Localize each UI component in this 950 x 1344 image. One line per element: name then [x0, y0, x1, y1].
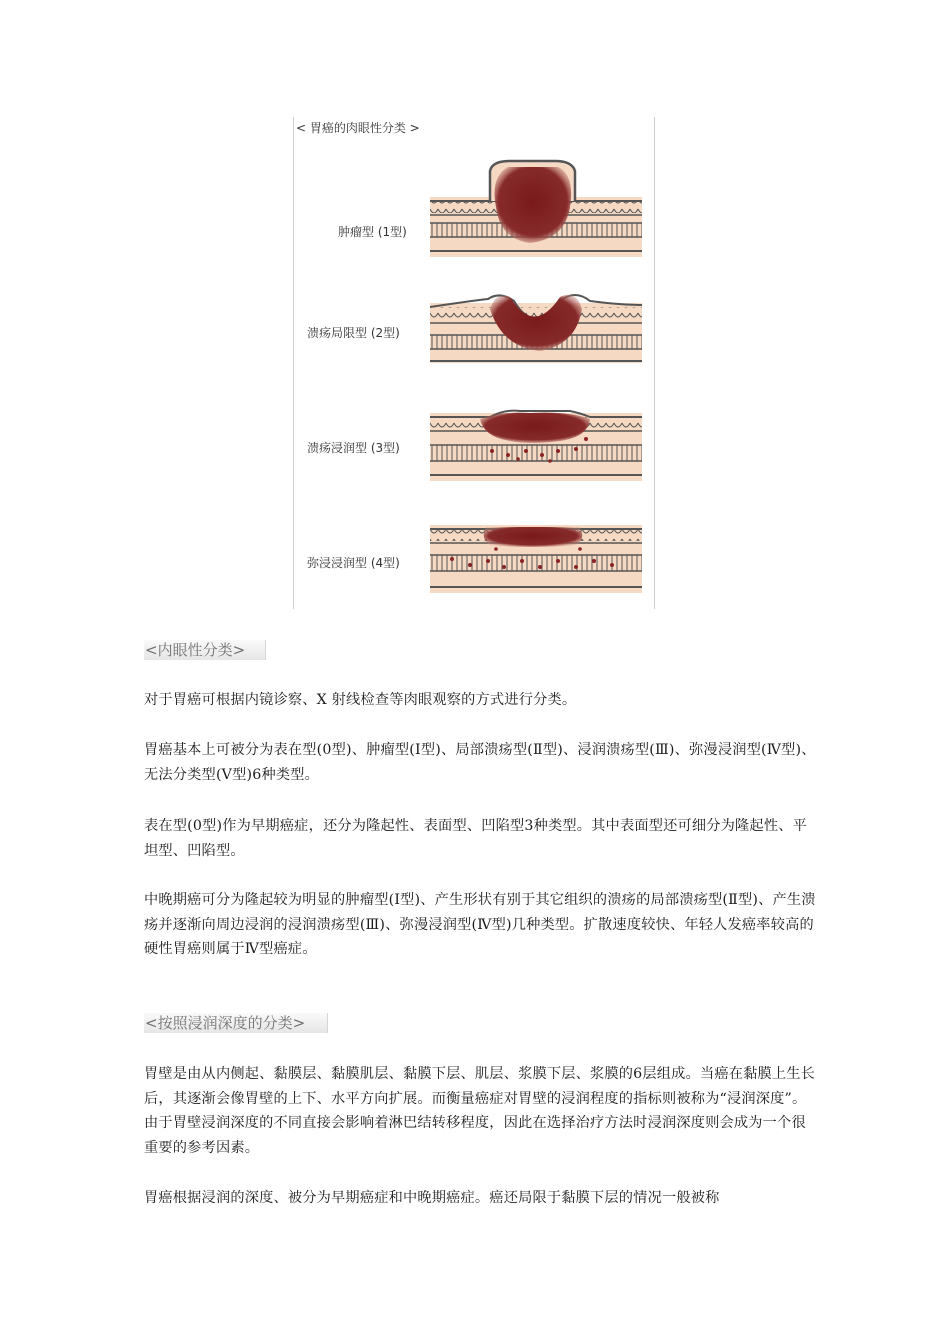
paragraph-6: 胃癌根据浸润的深度、被分为早期癌症和中晚期癌症。癌还局限于黏膜下层的情况一般被称 — [144, 1190, 720, 1206]
section-heading-gross-classification: <内眼性分类> — [144, 640, 266, 660]
stage-1-label: 肿瘤型 (1型) — [338, 225, 407, 239]
paragraph-1: 对于胃癌可根据内镜诊察、X 射线检查等肉眼观察的方式进行分类。 — [144, 692, 577, 708]
paragraph-2: 胃癌基本上可被分为表在型(0型)、肿瘤型(Ⅰ型)、局部溃疡型(Ⅱ型)、浸润溃疡型(Ⅲ)、弥漫浸润型(Ⅳ型)、无法分类型(Ⅴ型)6种类型。 — [144, 742, 816, 783]
paragraph-3: 表在型(0型)作为早期癌症，还分为隆起性、表面型、凹陷型3种类型。其中表面型还可细分为隆起性、平坦型、凹陷型。 — [144, 818, 807, 859]
stage-2-label: 溃疡局限型 (2型) — [307, 326, 400, 340]
stage-1-illustration — [430, 157, 642, 262]
figure-title: < 胃癌的肉眼性分类 > — [296, 121, 420, 135]
stage-4-illustration — [430, 517, 642, 601]
stage-4-label: 弥浸浸润型 (4型) — [307, 556, 400, 570]
stage-2-illustration — [430, 281, 642, 371]
stage-3-label: 溃疡浸润型 (3型) — [307, 441, 400, 455]
section-heading-invasion-depth: <按照浸润深度的分类> — [144, 1013, 328, 1033]
paragraph-4: 中晚期癌可分为隆起较为明显的肿瘤型(Ⅰ型)、产生形状有别于其它组织的溃疡的局部溃疡型(Ⅱ型)、产生溃疡并逐渐向周边浸润的浸润溃疡型(Ⅲ)、弥漫浸润型(Ⅳ型)几种类型。扩散速度较快、年轻人发癌率较高的硬性胃癌则属于Ⅳ型癌症。 — [144, 892, 816, 957]
stage-3-illustration — [430, 401, 642, 489]
paragraph-5: 胃壁是由从内侧起、黏膜层、黏膜肌层、黏膜下层、肌层、浆膜下层、浆膜的6层组成。当癌在黏膜上生长后，其逐渐会像胃壁的上下、水平方向扩展。而衡量癌症对胃壁的浸润程度的指标则被称为“浸润深度”。由于胃壁浸润深度的不同直接会影响着淋巴结转移程度，因此在选择治疗方法时浸润深度则会成为一个很重要的参考因素。 — [144, 1066, 816, 1156]
gastric-cancer-classification-figure — [293, 117, 655, 609]
